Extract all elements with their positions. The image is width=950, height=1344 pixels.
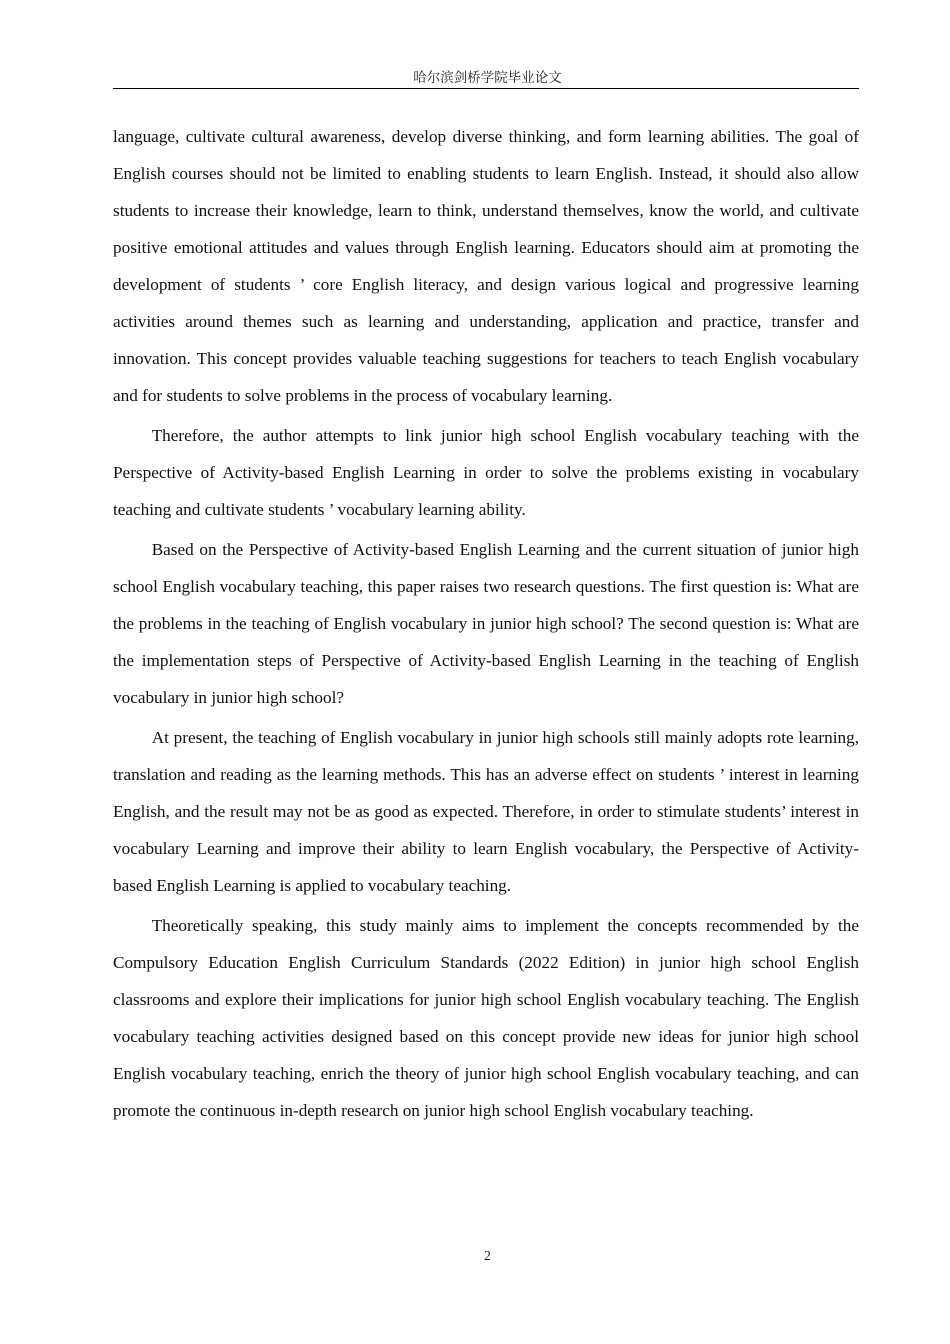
paragraph-continuation: language, cultivate cultural awareness, develop diverse thinking, and form learning abilities. The goal of English courses should not be limited to enabling students to learn English. Instead, it should also allow students to increase their knowledge, learn to think, understand themselves, know the world, and cultivate positive emotional attitudes and values through English learning. Educators should aim at promoting the development of students ’ core English literacy, and design various logical and progressive learning activities around themes such as learning and understanding, application and practice, transfer and innovation. This concept provides valuable teaching suggestions for teachers to teach English vocabulary and for students to solve problems in the process of vocabulary learning.: [113, 127, 859, 405]
running-header: 哈尔滨剑桥学院毕业论文: [413, 70, 562, 86]
paragraph-research-questions: Based on the Perspective of Activity-based English Learning and the current situation of junior high school English vocabulary teaching, this paper raises two research questions. The first question is: What are the problems in the teaching of English vocabulary in junior high school? The second question is: What are the implementation steps of Perspective of Activity-based English Learning in the teaching of English vocabulary in junior high school?: [113, 540, 859, 707]
header-divider: [113, 88, 859, 89]
page-number: 2: [484, 1248, 491, 1263]
paragraph-theoretical-significance: Theoretically speaking, this study mainly aims to implement the concepts recommended by the Compulsory Education English Curriculum Standards (2022 Edition) in junior high school English classrooms and explore their implications for junior high school English vocabulary teaching. The English vocabulary teaching activities designed based on this concept provide new ideas for junior high school English vocabulary teaching, enrich the theory of junior high school English vocabulary teaching, and can promote the continuous in-depth research on junior high school English vocabulary teaching.: [113, 916, 859, 1120]
paragraph-current-situation: At present, the teaching of English vocabulary in junior high schools still mainly adopts rote learning, translation and reading as the learning methods. This has an adverse effect on students ’ interest in learning English, and the result may not be as good as expected. Therefore, in order to stimulate students’ interest in vocabulary Learning and improve their ability to learn English vocabulary, the Perspective of Activity-based English Learning is applied to vocabulary teaching.: [113, 728, 859, 895]
paragraph-therefore: Therefore, the author attempts to link junior high school English vocabulary teaching with the Perspective of Activity-based English Learning in order to solve the problems existing in vocabulary teaching and cultivate students ’ vocabulary learning ability.: [113, 426, 859, 519]
body-text: [113, 118, 859, 1132]
